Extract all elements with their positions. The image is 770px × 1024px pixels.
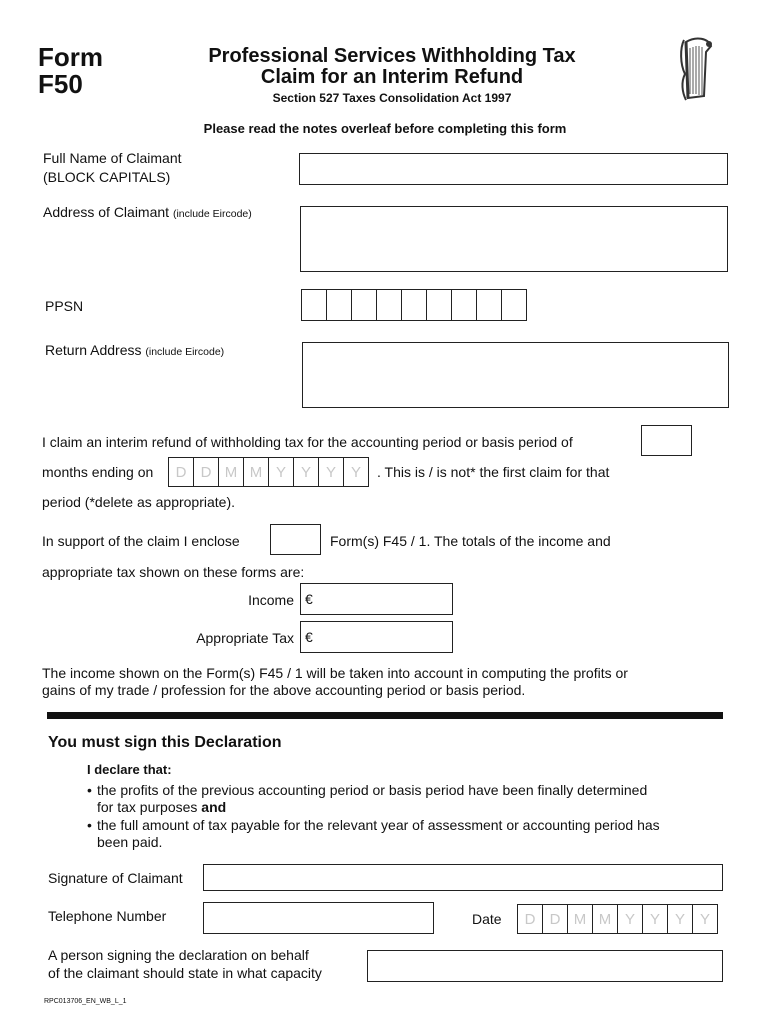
claim-line1: I claim an interim refund of withholding tax for the accounting period or basis period of	[42, 434, 573, 450]
date-cell[interactable]: Y	[692, 904, 718, 934]
tax-shown-text: appropriate tax shown on these forms are:	[42, 564, 305, 580]
income-note-line2: gains of my trade / profession for the above accounting period or basis period.	[42, 682, 526, 698]
address-eircode-hint: (include Eircode)	[172, 208, 252, 220]
telephone-input[interactable]	[203, 902, 434, 934]
period-note: period (*delete as appropriate).	[42, 494, 236, 510]
capacity-label-line1: A person signing the declaration on behalf	[48, 947, 309, 963]
date-cell[interactable]: Y	[343, 457, 369, 487]
return-address-label	[45, 342, 224, 360]
date-cell[interactable]: D	[193, 457, 219, 487]
bullet-1-marker: •	[87, 782, 92, 798]
capacity-input[interactable]	[367, 950, 723, 982]
harp-emblem-icon	[676, 34, 714, 102]
date-cell[interactable]: D	[517, 904, 543, 934]
ppsn-cell[interactable]	[401, 289, 427, 321]
form-subtitle: Section 527 Taxes Consolidation Act 1997	[272, 91, 512, 105]
footer-code: RPC013706_EN_WB_L_1	[44, 998, 127, 1005]
address-label	[43, 204, 252, 222]
signature-input[interactable]	[203, 864, 723, 891]
date-cell[interactable]: M	[218, 457, 244, 487]
form-title-line1: Professional Services Withholding Tax	[208, 45, 576, 67]
date-cell[interactable]: Y	[318, 457, 344, 487]
ppsn-cell[interactable]	[351, 289, 377, 321]
months-ending-text: months ending on	[42, 464, 154, 480]
period-months-input[interactable]	[641, 425, 692, 456]
date-cell[interactable]: Y	[268, 457, 294, 487]
telephone-label: Telephone Number	[48, 908, 167, 924]
declare-that: I declare that:	[87, 762, 172, 777]
bullet-2-line1: the full amount of tax payable for the relevant year of assessment or accounting period has	[97, 817, 660, 833]
date-cell[interactable]: D	[168, 457, 194, 487]
return-address-label-text: Return Address	[45, 342, 142, 358]
ppsn-cell[interactable]	[426, 289, 452, 321]
appropriate-tax-input[interactable]	[300, 621, 453, 653]
return-eircode-hint: (include Eircode)	[145, 346, 225, 358]
instruction-text: Please read the notes overleaf before completing this form	[203, 121, 567, 136]
forms-count-input[interactable]	[270, 524, 321, 555]
section-divider	[47, 712, 723, 719]
income-currency: €	[305, 591, 313, 607]
income-note-line1: The income shown on the Form(s) F45 / 1 will be taken into account in computing the profits or	[42, 665, 628, 681]
date-cell[interactable]: Y	[642, 904, 668, 934]
ppsn-cell[interactable]	[376, 289, 402, 321]
return-address-input[interactable]	[302, 342, 729, 408]
bullet-1-line2	[97, 799, 226, 815]
tax-currency: €	[305, 629, 313, 645]
bullet-1-and: and	[201, 799, 227, 815]
date-cell[interactable]: Y	[617, 904, 643, 934]
full-name-label-caps: (BLOCK CAPITALS)	[43, 169, 171, 185]
ppsn-cell[interactable]	[476, 289, 502, 321]
form-number: F50	[38, 69, 83, 99]
enclose-suffix: Form(s) F45 / 1. The totals of the income and	[330, 533, 611, 549]
first-claim-text: . This is / is not* the first claim for that	[377, 464, 610, 480]
ppsn-cell[interactable]	[326, 289, 352, 321]
declaration-heading: You must sign this Declaration	[48, 734, 282, 751]
appropriate-tax-label: Appropriate Tax	[196, 630, 294, 646]
date-label: Date	[472, 911, 502, 927]
full-name-label: Full Name of Claimant	[43, 150, 182, 166]
signature-label: Signature of Claimant	[48, 870, 183, 886]
ppsn-cell[interactable]	[451, 289, 477, 321]
income-label: Income	[248, 592, 294, 608]
date-cell[interactable]: Y	[293, 457, 319, 487]
months-ending-date-input[interactable]	[168, 457, 369, 487]
ppsn-input[interactable]	[301, 289, 527, 321]
date-cell[interactable]: Y	[667, 904, 693, 934]
full-name-input[interactable]	[299, 153, 728, 185]
bullet-1-line1: the profits of the previous accounting period or basis period have been finally determined	[97, 782, 648, 798]
address-input[interactable]	[300, 206, 728, 272]
ppsn-cell[interactable]	[301, 289, 327, 321]
declaration-date-input[interactable]	[517, 904, 718, 934]
enclose-prefix: In support of the claim I enclose	[42, 533, 240, 549]
income-input[interactable]	[300, 583, 453, 615]
bullet-2-marker: •	[87, 817, 92, 833]
ppsn-cell[interactable]	[501, 289, 527, 321]
bullet-2-line2: been paid.	[97, 834, 163, 850]
form-word: Form	[38, 42, 103, 72]
form-title-line2: Claim for an Interim Refund	[260, 66, 524, 88]
date-cell[interactable]: M	[243, 457, 269, 487]
ppsn-label: PPSN	[45, 298, 84, 314]
date-cell[interactable]: M	[567, 904, 593, 934]
address-label-text: Address of Claimant	[43, 204, 170, 220]
date-cell[interactable]: M	[592, 904, 618, 934]
bullet-1-line2-text: for tax purposes	[97, 799, 198, 815]
capacity-label-line2: of the claimant should state in what capacity	[48, 965, 322, 981]
date-cell[interactable]: D	[542, 904, 568, 934]
